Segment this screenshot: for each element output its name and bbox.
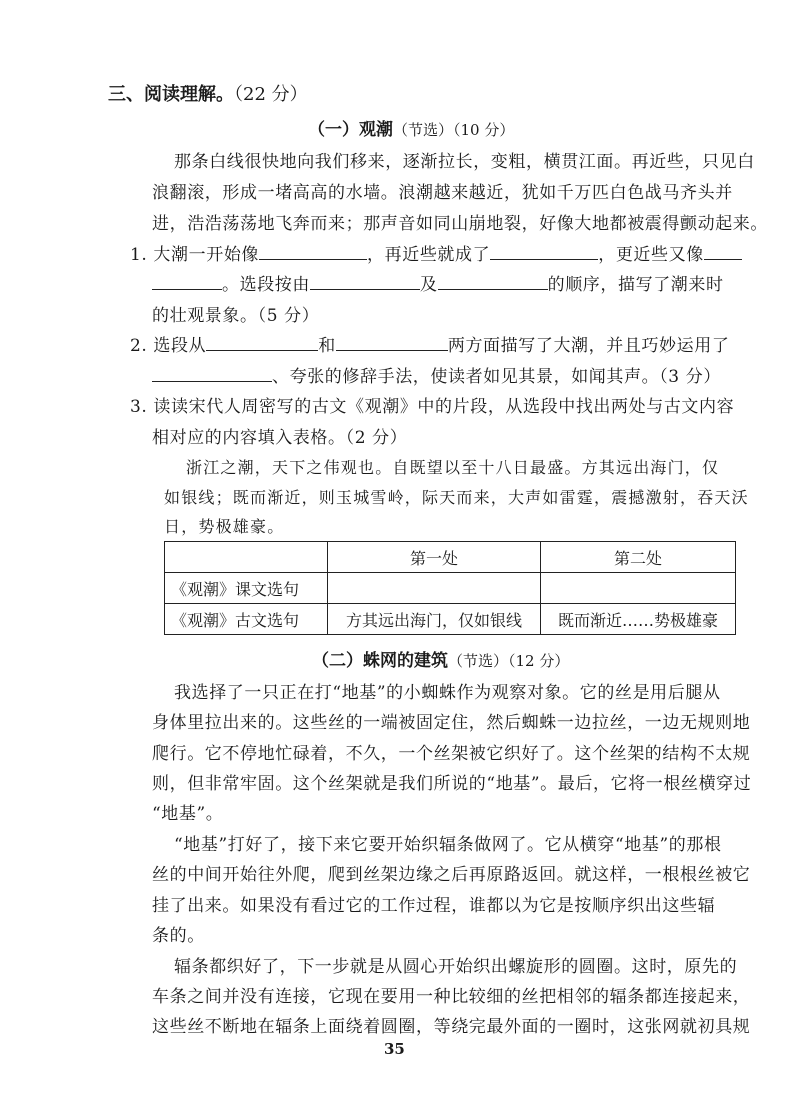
table-header-row [165, 542, 736, 573]
passage1-line: 浪翻滚，形成一堵高高的水墙。浪潮越来越近，犹如千万匹白色战马齐头并 [152, 183, 733, 203]
q1-text: 的顺序，描写了潮来时 [547, 275, 724, 295]
passage1-note: （节选）（10 分） [393, 121, 515, 139]
q2-blank-1[interactable] [206, 334, 318, 351]
question-2-line-2 [152, 362, 721, 387]
page-number: 35 [384, 1040, 405, 1058]
table-row [165, 604, 736, 635]
q2-text: 和 [318, 336, 336, 356]
passage1-heading [308, 115, 514, 140]
question-1-line-2 [152, 270, 724, 295]
q2-blank-2[interactable] [336, 334, 448, 351]
passage1-title: （一）观潮 [308, 120, 393, 140]
section-points: （22 分） [234, 84, 308, 105]
question-2-line-1 [130, 331, 729, 356]
table-answer-cell[interactable] [328, 573, 541, 604]
passage2-line: “地基”打好了，接下来它要开始织辐条做网了。它从横穿“地基”的那根 [174, 835, 722, 855]
q2-text: 2. 选段从 [130, 336, 207, 356]
quote-line: 日，势极雄豪。 [164, 517, 285, 536]
question-1-line-1 [130, 240, 742, 265]
q1-text: 。选段按由 [222, 275, 310, 295]
question-3-line: 3. 读读宋代人周密写的古文《观潮》中的片段，从选段中找出两处与古文内容 [130, 397, 735, 417]
question-1-line-3: 的壮观景象。（5 分） [152, 306, 320, 326]
q1-blank-5[interactable] [438, 273, 548, 290]
q1-blank-2[interactable] [490, 243, 598, 260]
q1-text: 及 [420, 275, 438, 295]
q1-blank-3-cont[interactable] [152, 273, 222, 290]
section-heading [108, 80, 308, 106]
q2-text: 两方面描写了大潮，并且巧妙运用了 [447, 336, 730, 356]
table-cell: 既而渐近……势极雄豪 [541, 604, 736, 635]
table-header-cell: 第一处 [328, 542, 541, 573]
section-title: 三、阅读理解。 [108, 84, 234, 105]
passage2-heading [312, 646, 569, 671]
table-row-label: 《观潮》课文选句 [165, 573, 328, 604]
passage1-line: 那条白线很快地向我们移来，逐渐拉长，变粗，横贯江面。再近些，只见白 [174, 152, 755, 172]
q1-blank-4[interactable] [310, 273, 420, 290]
passage2-line: 车条之间并没有连接，它现在要用一种比较细的丝把相邻的辐条都连接起来， [152, 987, 751, 1007]
passage2-title: （二）蛛网的建筑 [312, 651, 448, 671]
passage2-line: 辐条都织好了，下一步就是从圆心开始织出螺旋形的圆圈。这时，原先的 [174, 957, 738, 977]
passage2-line: “地基”。 [152, 804, 224, 824]
table-answer-cell[interactable] [541, 573, 736, 604]
q1-text: ，更近些又像 [598, 245, 704, 265]
question-3-line: 相对应的内容填入表格。（2 分） [152, 428, 408, 448]
passage2-line: 则，但非常牢固。这个丝架就是我们所说的“地基”。最后，它将一根丝横穿过 [152, 774, 752, 794]
q1-blank-1[interactable] [259, 243, 367, 260]
comparison-table [164, 541, 736, 635]
passage2-line: 这些丝不断地在辐条上面绕着圆圈，等绕完最外面的一圈时，这张网就初具规 [152, 1017, 751, 1037]
table-row-label: 《观潮》古文选句 [165, 604, 328, 635]
q1-text: ，再近些就成了 [367, 245, 491, 265]
passage2-line: 丝的中间开始往外爬，爬到丝架边缘之后再原路返回。就这样，一根根丝被它 [152, 865, 751, 885]
q2-text: 、夸张的修辞手法，使读者如见其景，如闻其声。（3 分） [272, 367, 721, 387]
table-header-cell [165, 542, 328, 573]
passage2-line: 挂了出来。如果没有看过它的工作过程，谁都以为它是按顺序织出这些辐 [152, 896, 716, 916]
passage2-line: 身体里拉出来的。这些丝的一端被固定住，然后蜘蛛一边拉丝，一边无规则地 [152, 713, 751, 733]
q1-text: 1. 大潮一开始像 [130, 245, 260, 265]
table-row [165, 573, 736, 604]
table-cell: 方其远出海门，仅如银线 [328, 604, 541, 635]
q1-blank-3[interactable] [704, 243, 742, 260]
passage1-line: 进，浩浩荡荡地飞奔而来；那声音如同山崩地裂，好像大地都被震得颤动起来。 [152, 214, 768, 234]
quote-line: 浙江之潮，天下之伟观也。自既望以至十八日最盛。方其远出海门，仅 [186, 458, 720, 477]
quote-line: 如银线；既而渐近，则玉城雪岭，际天而来，大声如雷霆，震撼激射，吞天沃 [164, 488, 749, 507]
passage2-line: 爬行。它不停地忙碌着，不久，一个丝架被它织好了。这个丝架的结构不太规 [152, 744, 751, 764]
passage2-line: 我选择了一只正在打“地基”的小蜘蛛作为观察对象。它的丝是用后腿从 [174, 683, 721, 703]
q2-blank-3[interactable] [152, 365, 272, 382]
passage2-note: （节选）（12 分） [448, 652, 570, 670]
table-header-cell: 第二处 [541, 542, 736, 573]
passage2-line: 条的。 [152, 926, 205, 946]
